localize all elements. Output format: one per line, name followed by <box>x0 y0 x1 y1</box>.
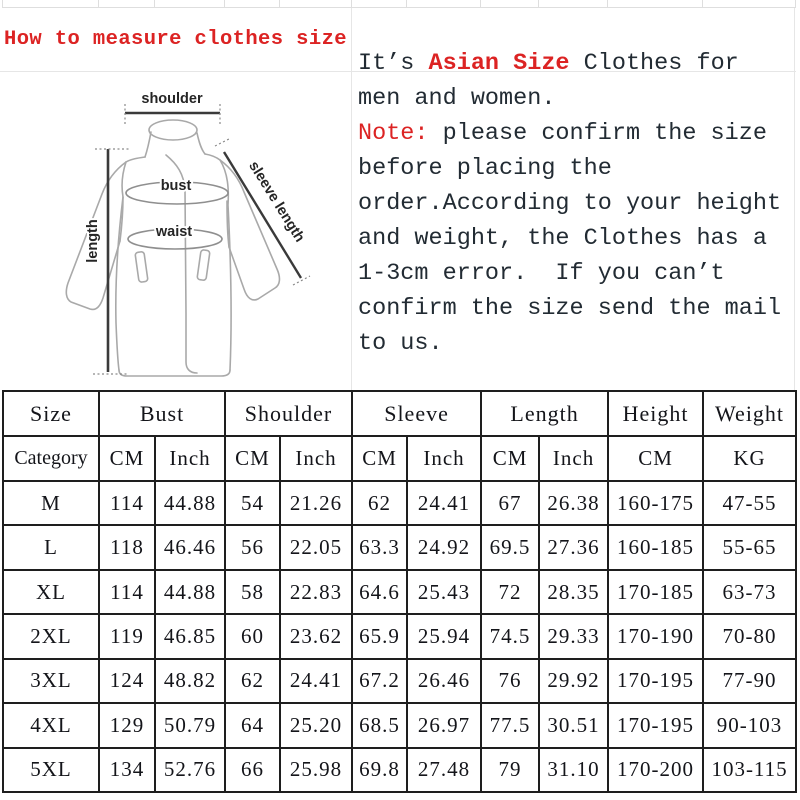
note-line: order.According to your height <box>358 190 782 217</box>
col-height: Height <box>608 391 703 436</box>
table-row: M 114 44.88 54 21.26 62 24.41 67 26.38 160-175 47-55 <box>3 481 796 525</box>
table-row: L 118 46.46 56 22.05 63.3 24.92 69.5 27.36 160-185 55-65 <box>3 525 796 569</box>
table-row: 2XL 119 46.85 60 23.62 65.9 25.94 74.5 29.33 170-190 70-80 <box>3 614 796 658</box>
coat-diagram <box>0 73 352 393</box>
shoulder-label: shoulder <box>141 91 203 107</box>
col-bust: Bust <box>99 391 225 436</box>
table-row: 4XL 129 50.79 64 25.20 68.5 26.97 77.5 30.51 170-195 90-103 <box>3 703 796 747</box>
waist-label: waist <box>155 224 193 240</box>
table-row: 5XL 134 52.76 66 25.98 69.8 27.48 79 31.10 170-200 103-115 <box>3 748 796 792</box>
col-weight: Weight <box>703 391 796 436</box>
note-line: and weight, the Clothes has a <box>358 225 767 252</box>
collar-top <box>149 120 197 140</box>
note-line: before placing the <box>358 155 612 182</box>
note-line: It’s Asian Size Clothes for <box>358 50 739 77</box>
right-pocket <box>197 250 210 281</box>
page-title: How to measure clothes size <box>4 28 347 51</box>
shoulder-guides <box>125 104 220 125</box>
note-highlight: Note: <box>358 120 429 147</box>
table-row: 3XL 124 48.82 62 24.41 67.2 26.46 76 29.92 170-195 77-90 <box>3 659 796 703</box>
note-line: 1-3cm error. If you can’t <box>358 260 725 287</box>
col-sleeve: Sleeve <box>352 391 481 436</box>
sleeve-length-label: sleeve length <box>245 158 308 246</box>
note-line: Note: please confirm the size <box>358 120 767 147</box>
table-group-header-row <box>3 391 796 436</box>
col-shoulder: Shoulder <box>225 391 352 436</box>
note-line: to us. <box>358 330 443 357</box>
note-line: confirm the size send the mail <box>358 295 782 322</box>
size-table <box>2 390 797 793</box>
left-pocket <box>135 251 148 282</box>
asian-size-highlight: Asian Size <box>428 50 570 77</box>
table-sub-header-row: Category CM Inch CM Inch CM Inch CM Inch CM KG <box>3 436 796 481</box>
col-length: Length <box>481 391 608 436</box>
size-note <box>352 8 795 390</box>
col-size: Size <box>3 391 99 436</box>
hem <box>119 370 230 376</box>
bust-label: bust <box>160 178 192 194</box>
measure-panel <box>0 8 352 390</box>
note-line: men and women. <box>358 85 556 112</box>
cropped-table-edge <box>2 0 796 8</box>
length-label: length <box>85 219 101 263</box>
table-row: XL 114 44.88 58 22.83 64.6 25.43 72 28.35 170-185 63-73 <box>3 570 796 614</box>
